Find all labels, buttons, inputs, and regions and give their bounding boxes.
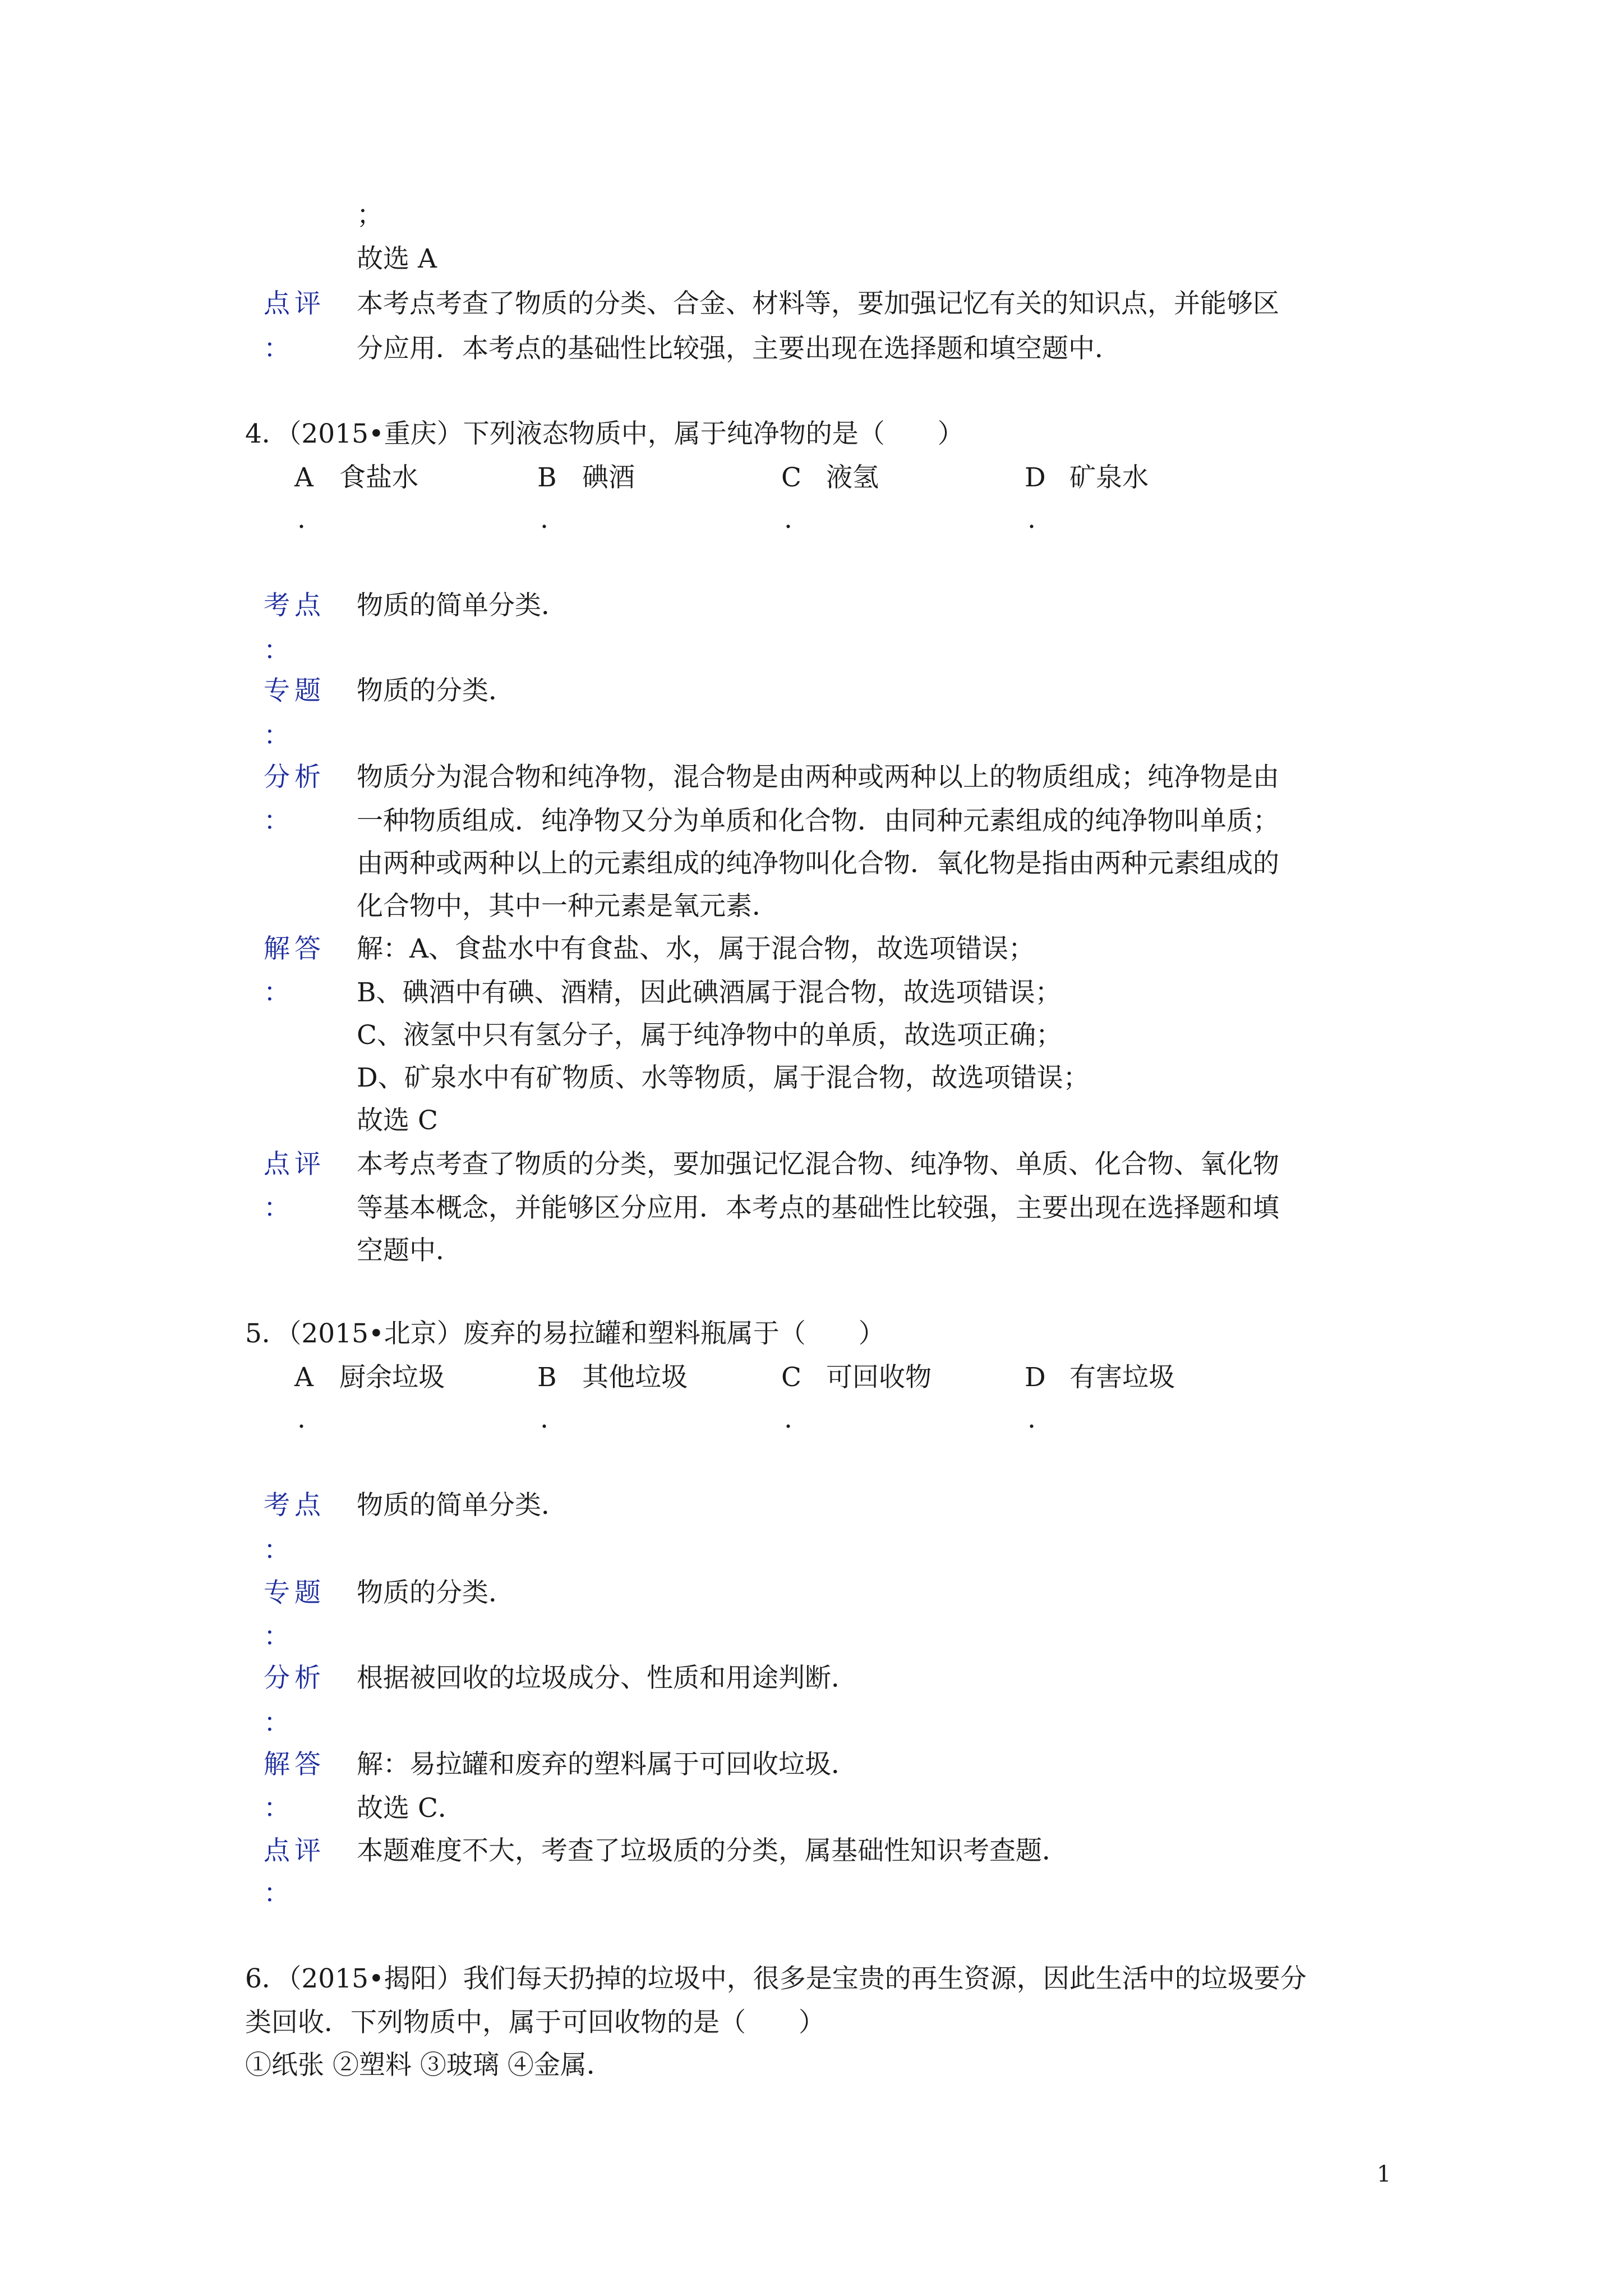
option-text: 有害垃圾 — [1069, 1362, 1175, 1393]
q4-dianping-line: 本考点考查了物质的分类，要加强记忆混合物、纯净物、单质、化合物、氧化物 — [357, 1149, 1279, 1180]
option-letter: C — [781, 462, 801, 493]
label-colon: ： — [264, 1793, 290, 1824]
page-number: 1 — [1377, 2161, 1391, 2187]
q5-zhuanti-text: 物质的分类． — [357, 1577, 515, 1608]
question-4-stem: 4．（2015•重庆）下列液态物质中，属于纯净物的是（ ） — [245, 418, 964, 449]
label-colon: ： — [264, 1621, 290, 1652]
q5-option-c — [781, 1362, 932, 1393]
q4-zhuanti-text: 物质的分类． — [357, 675, 515, 706]
semicolon-line: ； — [357, 200, 383, 231]
q4-option-c — [781, 462, 879, 494]
review-text-line: 分应用．本考点的基础性比较强，主要出现在选择题和填空题中． — [357, 333, 1121, 364]
review-label: 点评 — [264, 288, 325, 319]
question-6-stem-line: 6．（2015•揭阳）我们每天扔掉的垃圾中，很多是宝贵的再生资源，因此生活中的垃圾要分 — [245, 1963, 1307, 1994]
q4-dianping-label: 点评 — [264, 1149, 325, 1180]
q5-kaodian-label: 考点 — [264, 1490, 325, 1521]
q4-dianping-line: 等基本概念，并能够区分应用．本考点的基础性比较强，主要出现在选择题和填 — [357, 1193, 1279, 1223]
option-dot: . — [1027, 1404, 1036, 1434]
option-text: 液氢 — [826, 462, 879, 493]
review-text-line: 本考点考查了物质的分类、合金、材料等，要加强记忆有关的知识点，并能够区 — [357, 288, 1279, 319]
q4-jieda-line: D、矿泉水中有矿物质、水等物质，属于混合物，故选项错误； — [357, 1062, 1090, 1093]
q4-jieda-label: 解答 — [264, 933, 325, 964]
option-text: 矿泉水 — [1069, 462, 1149, 493]
question-6-choices: ①纸张 ②塑料 ③玻璃 ④金属． — [245, 2050, 613, 2081]
q4-fenxi-line: 一种物质组成．纯净物又分为单质和化合物．由同种元素组成的纯净物叫单质； — [357, 806, 1279, 836]
q5-dianping-text: 本题难度不大，考查了垃圾质的分类，属基础性知识考查题． — [357, 1835, 1068, 1866]
q5-zhuanti-label: 专题 — [264, 1577, 325, 1608]
question-6-stem-line: 类回收．下列物质中，属于可回收物的是（ ） — [245, 2007, 825, 2038]
q5-jieda-line: 解：易拉罐和废弃的塑料属于可回收垃圾． — [357, 1749, 857, 1780]
option-text: 食盐水 — [339, 462, 418, 493]
q5-dianping-label: 点评 — [264, 1835, 325, 1866]
option-dot: . — [1027, 504, 1036, 535]
q4-fenxi-line: 由两种或两种以上的元素组成的纯净物叫化合物．氧化物是指由两种元素组成的 — [357, 848, 1279, 879]
q5-option-d — [1025, 1362, 1175, 1393]
option-dot: . — [784, 504, 792, 535]
q5-option-a — [294, 1362, 445, 1393]
q4-fenxi-label: 分析 — [264, 762, 325, 793]
option-text: 厨余垃圾 — [339, 1362, 445, 1393]
option-letter: B — [537, 462, 557, 493]
q5-jieda-label: 解答 — [264, 1749, 325, 1780]
q4-fenxi-line: 物质分为混合物和纯净物，混合物是由两种或两种以上的物质组成；纯净物是由 — [357, 762, 1279, 793]
option-text: 碘酒 — [582, 462, 635, 493]
option-letter: D — [1025, 1362, 1046, 1393]
label-colon: ： — [264, 806, 290, 836]
label-colon: ： — [264, 1878, 290, 1909]
option-dot: . — [784, 1404, 792, 1434]
q5-kaodian-text: 物质的简单分类． — [357, 1490, 568, 1521]
q4-jieda-line: B、碘酒中有碘、酒精，因此碘酒属于混合物，故选项错误； — [357, 977, 1062, 1008]
q4-dianping-line: 空题中． — [357, 1235, 462, 1266]
q5-option-b — [537, 1362, 688, 1393]
label-colon: ： — [264, 1708, 290, 1738]
q4-zhuanti-label: 专题 — [264, 675, 325, 706]
q4-jieda-line: C、液氢中只有氢分子，属于纯净物中的单质，故选项正确； — [357, 1020, 1062, 1051]
option-letter: A — [294, 462, 313, 493]
q4-kaodian-text: 物质的简单分类． — [357, 590, 568, 621]
q5-fenxi-label: 分析 — [264, 1663, 325, 1694]
q4-option-d — [1025, 462, 1149, 494]
q5-jieda-line: 故选 C． — [357, 1793, 464, 1824]
option-dot: . — [297, 1404, 306, 1434]
option-letter: C — [781, 1362, 801, 1393]
option-dot: . — [540, 1404, 548, 1434]
label-colon: ： — [264, 1193, 290, 1223]
option-text: 其他垃圾 — [582, 1362, 688, 1393]
review-colon: ： — [264, 333, 290, 364]
label-colon: ： — [264, 720, 290, 751]
option-letter: D — [1025, 462, 1046, 493]
label-colon: ： — [264, 1535, 290, 1566]
q4-option-a — [294, 462, 418, 494]
label-colon: ： — [264, 635, 290, 666]
option-text: 可回收物 — [826, 1362, 932, 1393]
q4-option-b — [537, 462, 635, 494]
option-dot: . — [540, 504, 548, 535]
q4-jieda-line: 故选 C — [357, 1105, 438, 1136]
q4-kaodian-label: 考点 — [264, 590, 325, 621]
q4-jieda-line: 解：A、食盐水中有食盐、水，属于混合物，故选项错误； — [357, 933, 1035, 964]
q5-fenxi-text: 根据被回收的垃圾成分、性质和用途判断． — [357, 1663, 857, 1694]
option-letter: B — [537, 1362, 557, 1393]
answer-line: 故选 A — [357, 243, 437, 274]
option-dot: . — [297, 504, 306, 535]
question-5-stem: 5．（2015•北京）废弃的易拉罐和塑料瓶属于（ ） — [245, 1318, 885, 1349]
option-letter: A — [294, 1362, 313, 1393]
label-colon: ： — [264, 977, 290, 1008]
q4-fenxi-line: 化合物中，其中一种元素是氧元素． — [357, 891, 778, 922]
